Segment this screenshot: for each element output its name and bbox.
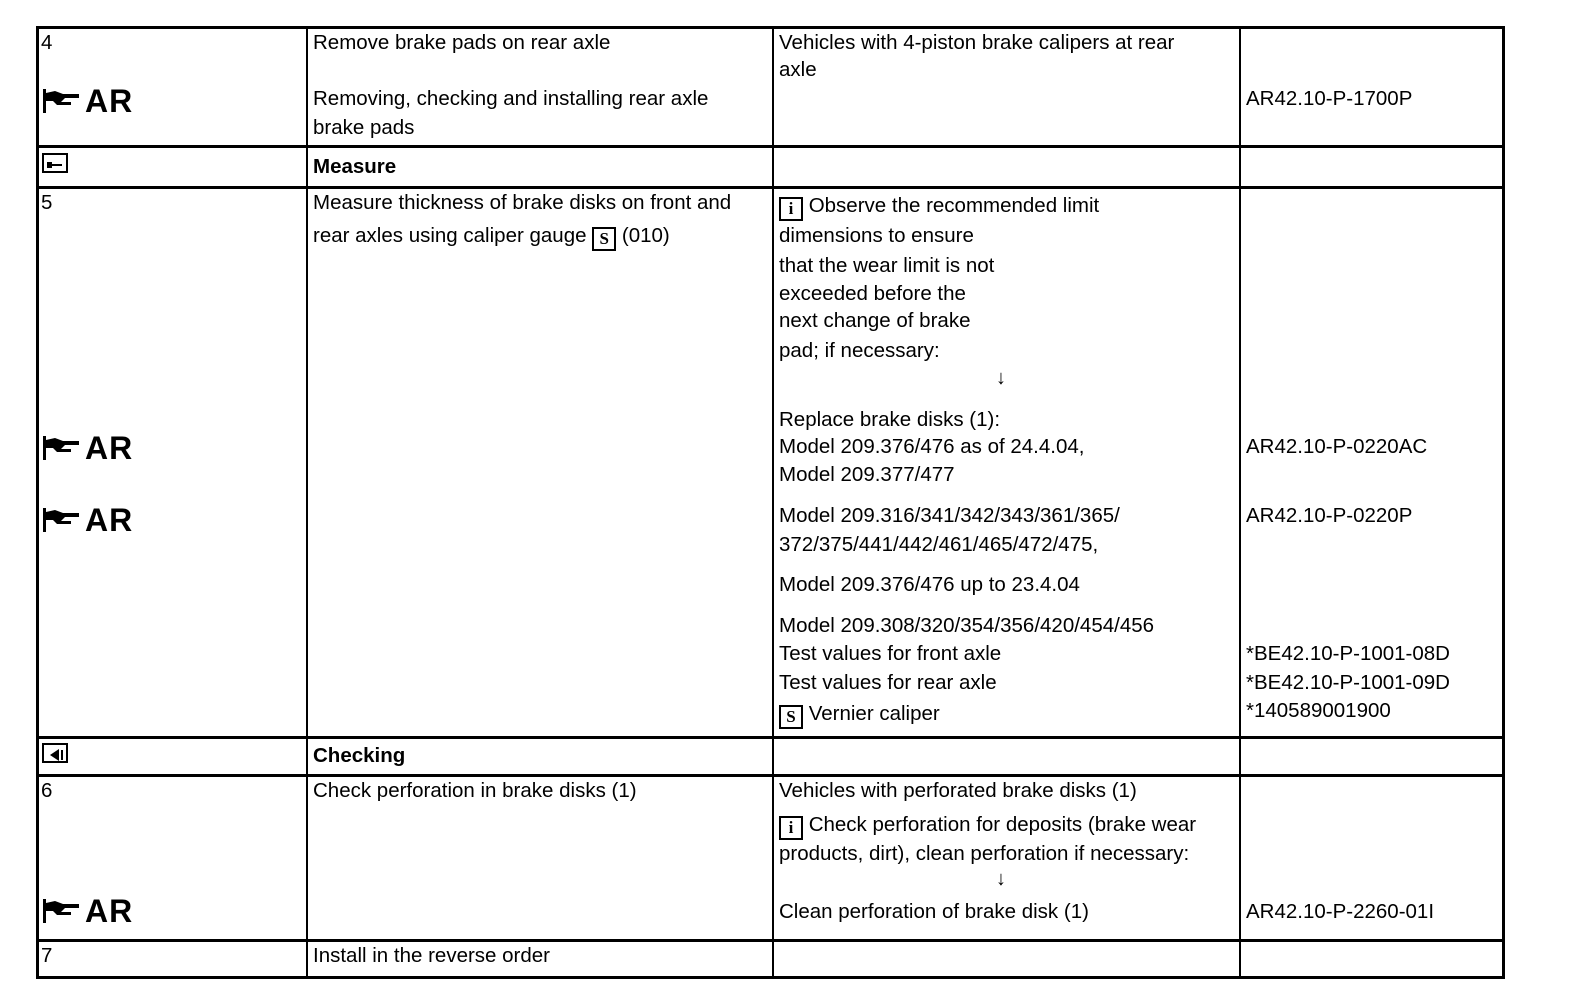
down-arrow-icon: ↓ — [996, 868, 1006, 890]
info-icon: i — [779, 197, 803, 221]
ar-reference-link[interactable] — [41, 430, 133, 467]
model-line4: Model 209.308/320/354/356/420/454/456 — [779, 614, 1155, 637]
reference-cell — [1239, 777, 1502, 939]
ruler-icon — [42, 153, 68, 173]
step-title: Install in the reverse order — [313, 944, 551, 967]
ar-reference-code[interactable]: AR42.10-P-0220AC — [1246, 435, 1428, 458]
note-line2: dimensions to ensure — [779, 224, 974, 247]
step-number: 6 — [41, 779, 53, 802]
table-row — [39, 942, 1502, 976]
ar-reference-code[interactable]: AR42.10-P-0220P — [1246, 504, 1413, 527]
note-line6: pad; if necessary: — [779, 339, 940, 362]
note-line5: next change of brake — [779, 309, 971, 332]
note-text: Check perforation for deposits (brake wear — [808, 813, 1197, 836]
ar-reference-code[interactable]: AR42.10-P-2260-01I — [1246, 900, 1435, 923]
test-rear-label: Test values for rear axle — [779, 671, 997, 694]
sub-title-line1: Removing, checking and installing rear axle — [313, 87, 709, 110]
step-cell — [39, 942, 306, 976]
step-title: Check perforation in brake disks (1) — [313, 779, 637, 802]
step-title-line2 — [313, 222, 670, 251]
info-icon: i — [779, 816, 803, 840]
tool-part-number[interactable]: *140589001900 — [1246, 699, 1391, 722]
note-line2: products, dirt), clean perforation if necessary: — [779, 842, 1190, 865]
model-line2: 372/375/441/442/461/465/472/475, — [779, 533, 1099, 556]
section-header-row — [39, 739, 1502, 777]
down-arrow-icon: ↓ — [996, 367, 1006, 389]
description-cell — [306, 942, 772, 976]
step-number: 5 — [41, 191, 53, 214]
section-header-row — [39, 148, 1502, 189]
tool-icon: S — [592, 227, 616, 251]
condition-line: Vehicles with perforated brake disks (1) — [779, 779, 1137, 802]
test-front-label: Test values for front axle — [779, 642, 1002, 665]
note-text: Observe the recommended limit — [808, 194, 1100, 217]
notes-cell — [772, 189, 1239, 736]
step-cell — [39, 29, 306, 145]
pointing-hand-icon — [41, 85, 81, 115]
clean-line: Clean perforation of brake disk (1) — [779, 900, 1089, 923]
notes-cell — [772, 29, 1239, 145]
procedure-table — [36, 26, 1505, 979]
model-line3: Model 209.376/476 up to 23.4.04 — [779, 573, 1080, 596]
table-row — [39, 29, 1502, 148]
note-line1 — [779, 811, 1196, 840]
step-cell — [39, 777, 306, 939]
ar-reference-link[interactable] — [41, 893, 133, 930]
replace-line3: Model 209.377/477 — [779, 463, 955, 486]
note-line1 — [779, 192, 1099, 221]
ar-label: AR — [85, 83, 134, 119]
test-rear-reference[interactable]: *BE42.10-P-1001-09D — [1246, 671, 1450, 694]
step-number: 4 — [41, 31, 53, 54]
ar-label: AR — [85, 893, 134, 929]
sub-title-line2: brake pads — [313, 116, 415, 139]
note-line4: exceeded before the — [779, 282, 966, 305]
check-triangle-icon — [42, 743, 68, 763]
pointing-hand-icon — [41, 432, 81, 462]
notes-cell — [772, 777, 1239, 939]
section-title: Measure — [313, 155, 397, 178]
reference-cell — [1239, 29, 1502, 145]
step-title: Remove brake pads on rear axle — [313, 31, 611, 54]
pointing-hand-icon — [41, 895, 81, 925]
ar-label: AR — [85, 502, 134, 538]
note-line1: Vehicles with 4-piston brake calipers at rear — [779, 31, 1175, 54]
section-title: Checking — [313, 744, 406, 767]
ar-label: AR — [85, 430, 134, 466]
tool-reference: (010) — [621, 224, 670, 247]
table-row — [39, 777, 1502, 942]
ar-reference-code[interactable]: AR42.10-P-1700P — [1246, 87, 1413, 110]
ar-reference-link[interactable] — [41, 502, 133, 539]
description-cell — [306, 29, 772, 145]
description-cell — [306, 777, 772, 939]
note-line3: that the wear limit is not — [779, 254, 995, 277]
replace-line2: Model 209.376/476 as of 24.4.04, — [779, 435, 1085, 458]
vernier-label: Vernier caliper — [808, 702, 940, 725]
replace-line1: Replace brake disks (1): — [779, 408, 1001, 431]
step-cell — [39, 189, 306, 736]
model-line1: Model 209.316/341/342/343/361/365/ — [779, 504, 1120, 527]
step-title: Measure thickness of brake disks on front and — [313, 191, 732, 214]
step-number: 7 — [41, 944, 53, 967]
reference-cell — [1239, 189, 1502, 736]
step-title-text: rear axles using caliper gauge — [313, 224, 587, 247]
tool-icon: S — [779, 705, 803, 729]
ar-reference-link[interactable] — [41, 83, 133, 120]
description-cell — [306, 189, 772, 736]
test-front-reference[interactable]: *BE42.10-P-1001-08D — [1246, 642, 1450, 665]
pointing-hand-icon — [41, 504, 81, 534]
table-row — [39, 189, 1502, 739]
note-line2: axle — [779, 58, 817, 81]
vernier-line — [779, 700, 940, 729]
